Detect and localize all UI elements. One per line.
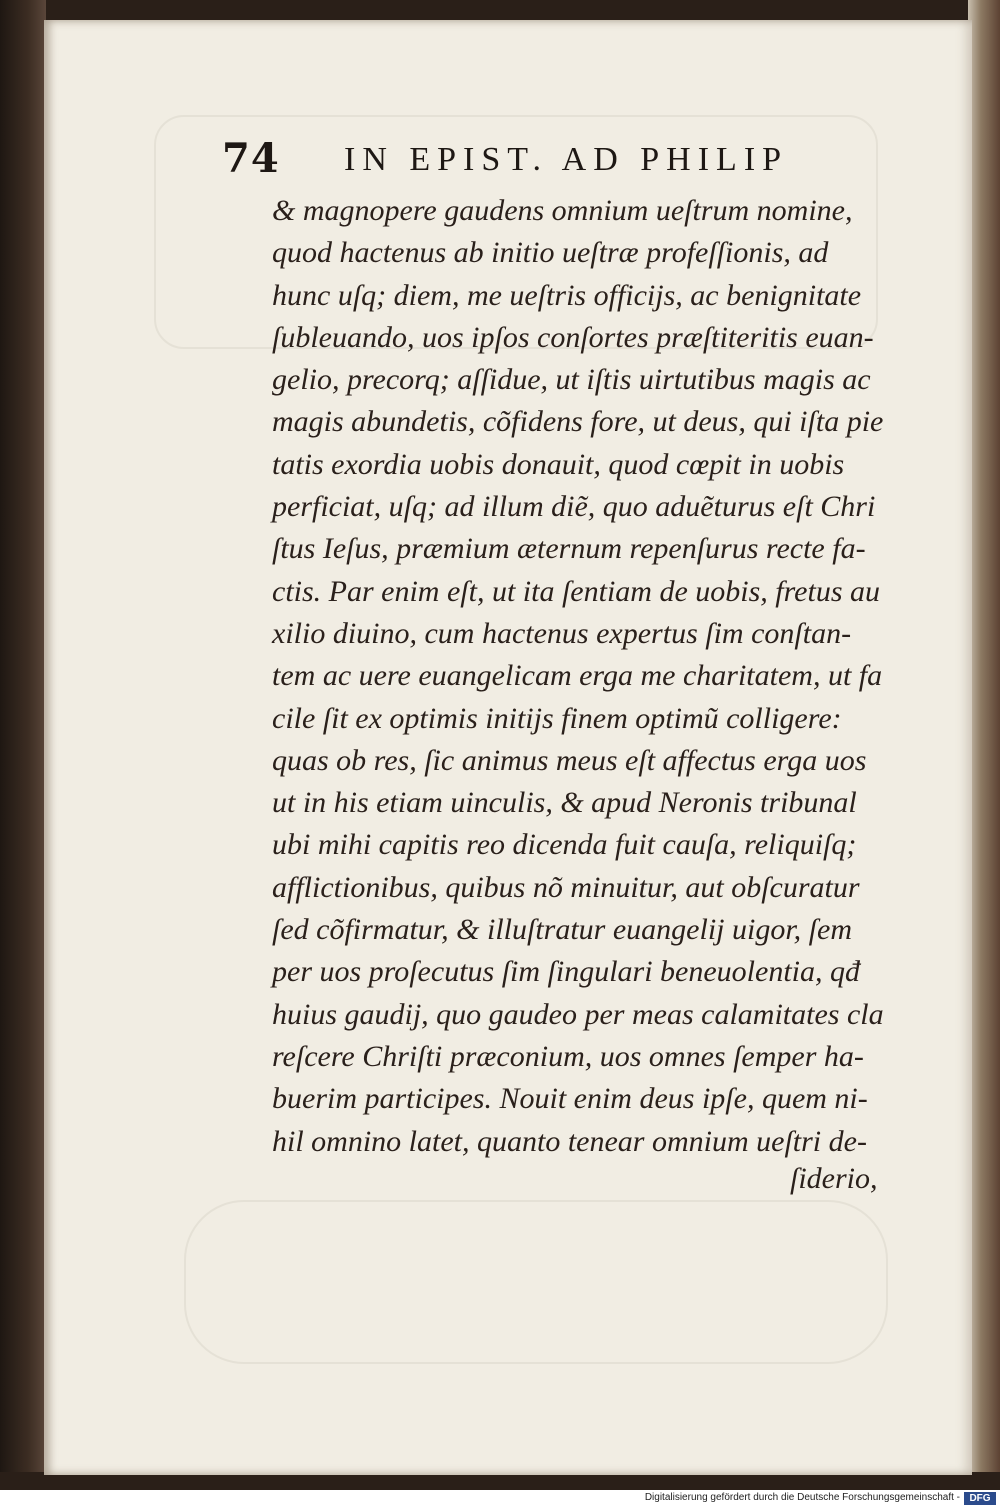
text-line: tatis exordia uobis donauit, quod cœpit in uobis — [272, 447, 845, 481]
body-text — [272, 190, 912, 1163]
text-line: tem ac uere euangelicam erga me charitatem, ut fa — [272, 659, 883, 693]
scan-left-edge — [0, 0, 46, 1490]
text-line: quas ob res, ſic animus meus eſt affectus erga uos — [272, 743, 867, 777]
text-line: & magnopere gaudens omnium ueſtrum nomine, — [272, 194, 853, 227]
dfg-logo: DFG — [964, 1492, 996, 1505]
text-line: ſed cõfirmatur, & illuſtratur euangelij uigor, ſem — [272, 913, 852, 947]
scan-top-edge — [0, 0, 1000, 20]
text-line: xilio diuino, cum hactenus expertus ſim conſtan- — [272, 616, 852, 650]
digitization-footer — [600, 1490, 1000, 1508]
text-line: per uos proſecutus ſim ſingulari beneuolentia, qđ — [272, 955, 861, 989]
page-header — [222, 135, 842, 185]
text-line: hil omnino latet, quanto tenear omnium ueſtri de- — [272, 1124, 867, 1158]
text-line: perficiat, uſq; ad illum diẽ, quo aduẽturus eſt Chri — [272, 490, 876, 524]
page-number: 74 — [222, 135, 280, 182]
text-line: ut in his etiam uinculis, & apud Neronis tribunal — [272, 786, 857, 820]
text-line: ubi mihi capitis reo dicenda fuit cauſa, reliquiſq; — [272, 828, 857, 862]
text-line: afflictionibus, quibus nõ minuitur, aut obſcuratur — [272, 870, 860, 904]
funding-note: Digitalisierung gefördert durch die Deutsche Forschungsgemeinschaft - — [644, 1492, 960, 1503]
text-line: cile ſit ex optimis initijs finem optimũ colligere: — [272, 701, 842, 735]
text-line: huius gaudij, quo gaudeo per meas calamitates cla — [272, 997, 884, 1031]
scan-right-edge — [968, 0, 1000, 1490]
catchword: ſiderio, — [790, 1162, 878, 1195]
text-line: ſtus Ieſus, præmium æternum repenſurus recte fa- — [272, 532, 866, 566]
text-line: quod hactenus ab initio ueſtræ profeſſionis, ad — [272, 236, 829, 270]
running-head: IN EPIST. AD PHILIP — [344, 141, 789, 178]
text-line: buerim participes. Nouit enim deus ipſe, quem ni- — [272, 1082, 868, 1116]
text-line: ctis. Par enim eſt, ut ita ſentiam de uobis, fretus au — [272, 574, 880, 608]
text-line: magis abundetis, cõfidens fore, ut deus, qui iſta pie — [272, 405, 884, 439]
text-line: hunc uſq; diem, me ueſtris officijs, ac benignitate — [272, 278, 862, 312]
show-through-ornament — [184, 1200, 888, 1364]
text-line: gelio, precorq; aſſidue, ut iſtis uirtutibus magis ac — [272, 363, 871, 397]
text-line: ſubleuando, uos ipſos conſortes præſtiteritis euan- — [272, 320, 874, 354]
text-line: reſcere Chriſti præconium, uos omnes ſemper ha- — [272, 1039, 864, 1073]
